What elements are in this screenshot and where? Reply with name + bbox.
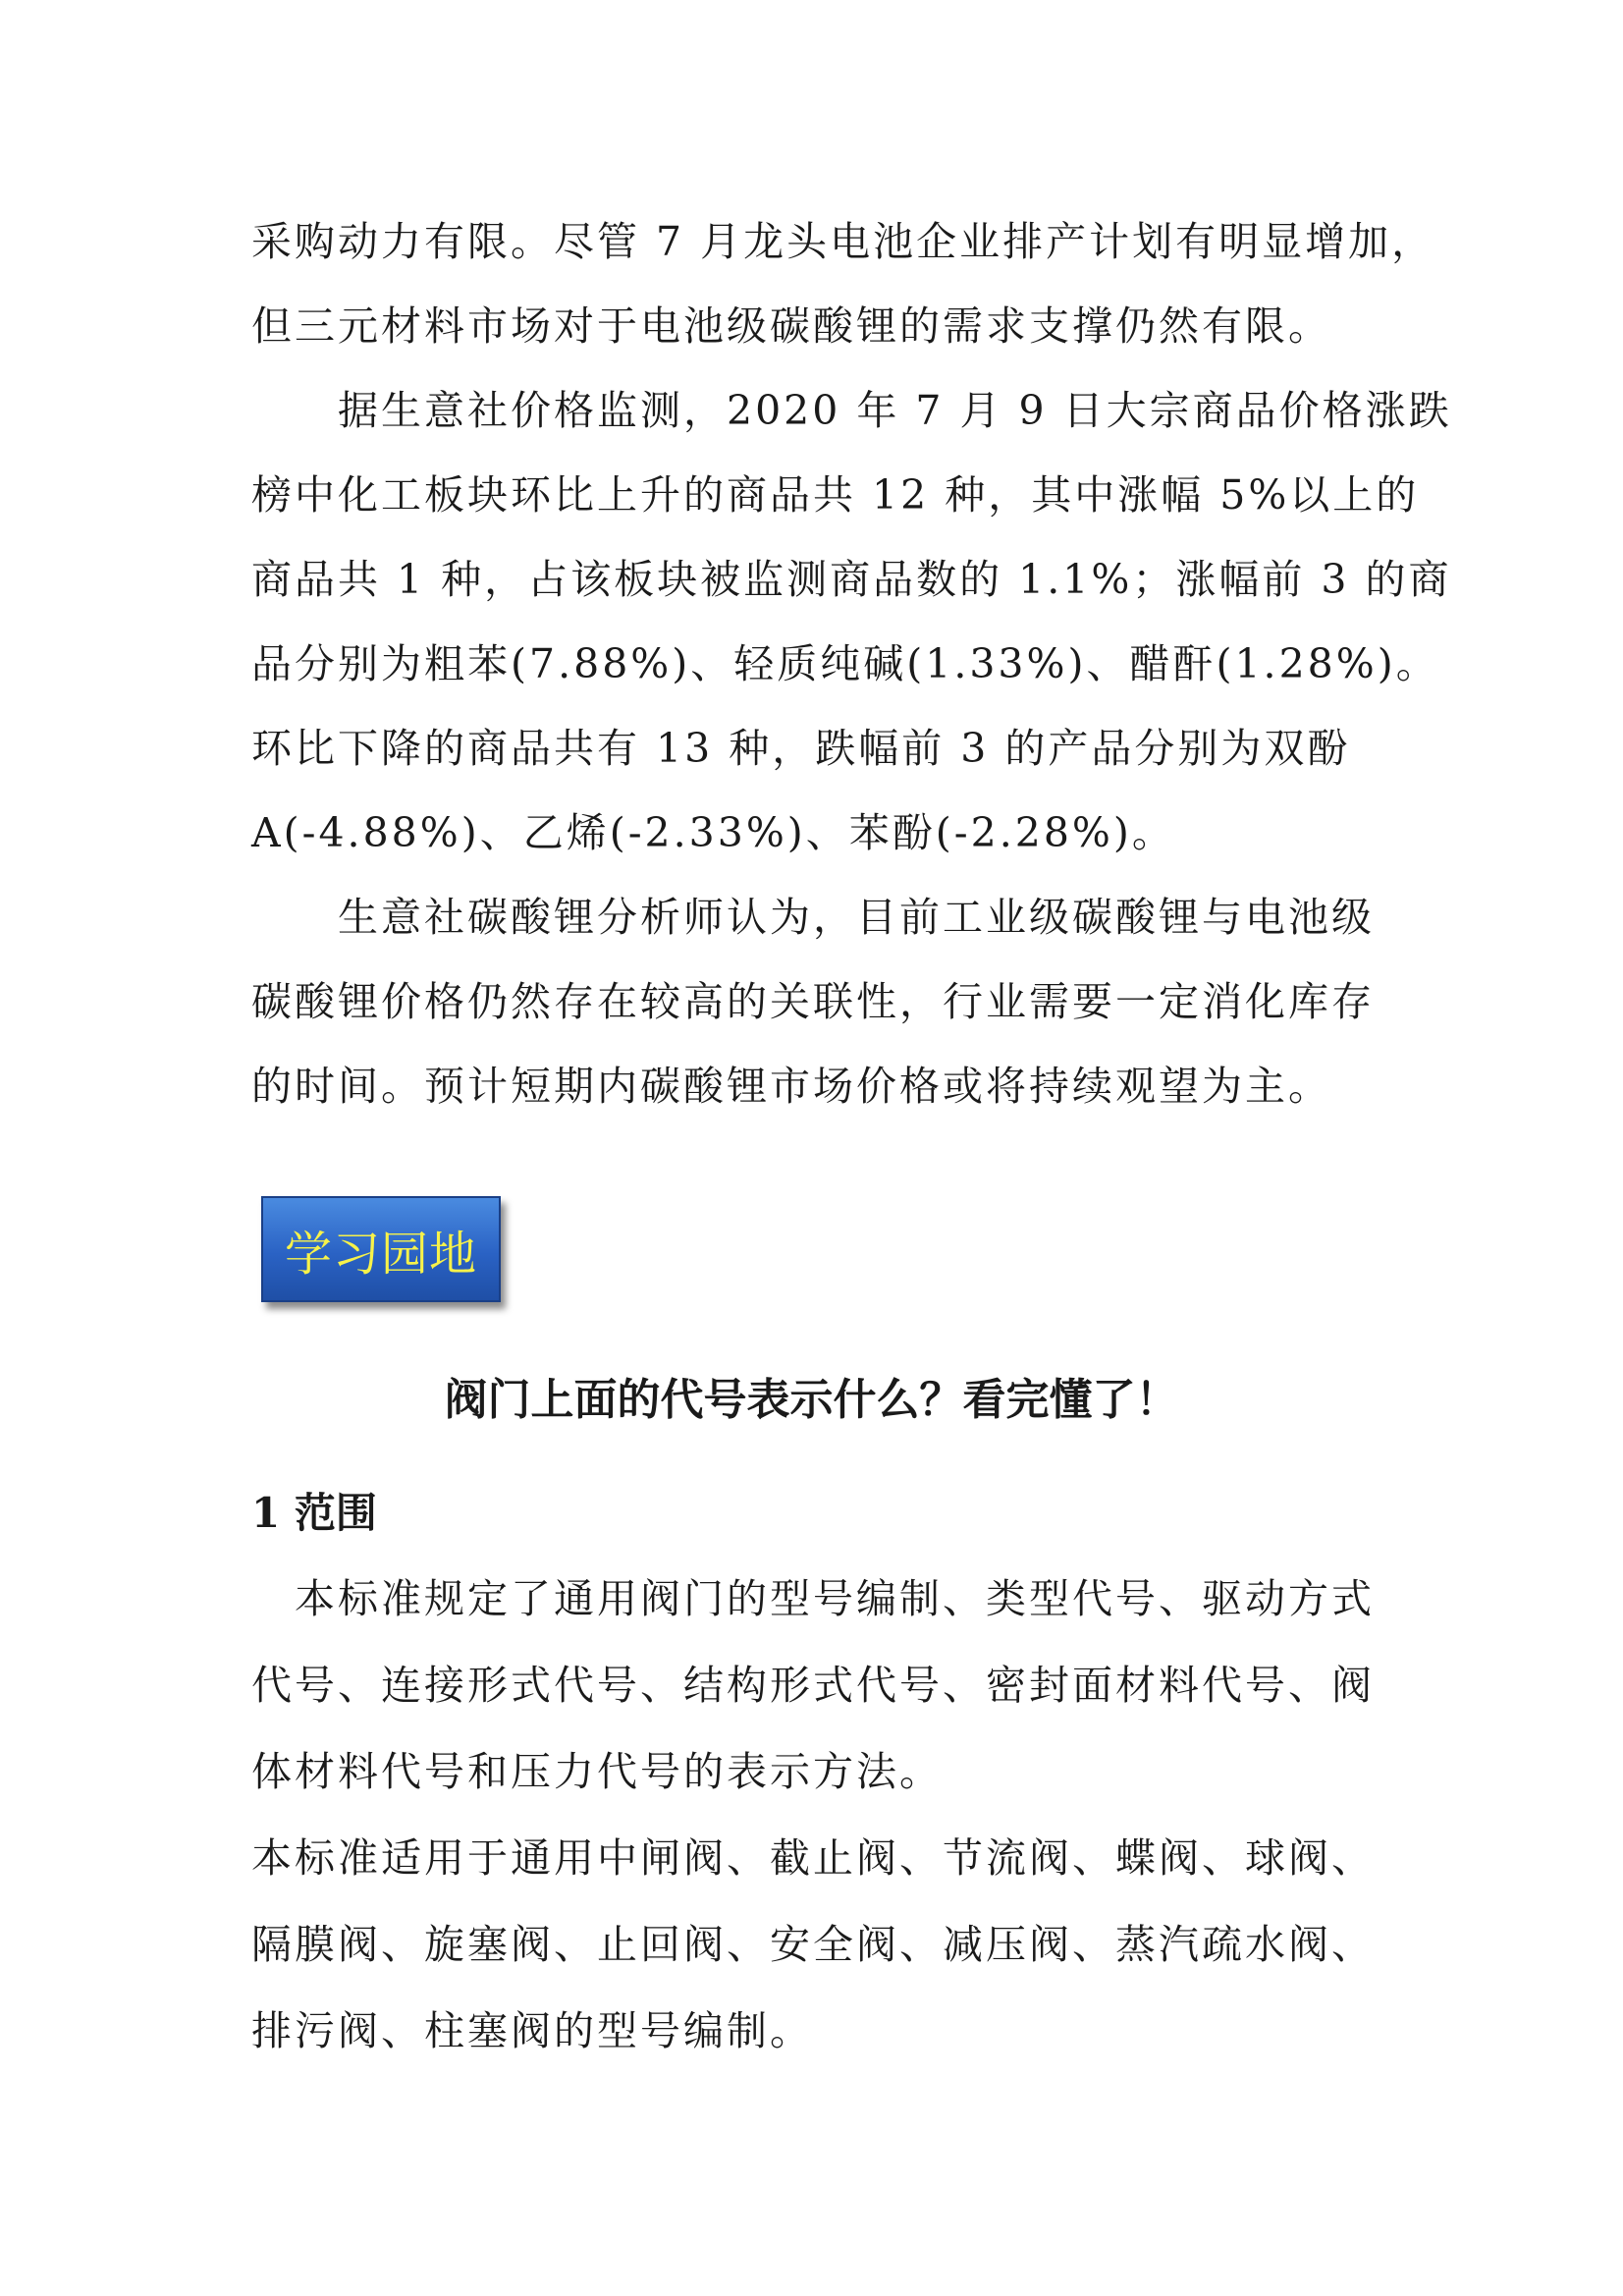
article-text-line: 体材料代号和压力代号的表示方法。	[251, 1748, 943, 1795]
body-text-line: 品分别为粗苯(7.88%)、轻质纯碱(1.33%)、醋酐(1.28%)。	[251, 640, 1439, 687]
article-text-line: 本标准适用于通用中闸阀、截止阀、节流阀、蝶阀、球阀、	[251, 1834, 1375, 1882]
section-title: 1 范围	[251, 1489, 377, 1537]
article-text-line: 代号、连接形式代号、结构形式代号、密封面材料代号、阀	[251, 1662, 1375, 1709]
body-text-line: 环比下降的商品共有 13 种，跌幅前 3 的产品分别为双酚	[251, 725, 1351, 772]
section-badge	[261, 1196, 501, 1302]
body-text-line: 碳酸锂价格仍然存在较高的关联性，行业需要一定消化库存	[251, 978, 1375, 1025]
article-text-line: 隔膜阀、旋塞阀、止回阀、安全阀、减压阀、蒸汽疏水阀、	[251, 1921, 1375, 1968]
body-text-line: 的时间。预计短期内碳酸锂市场价格或将持续观望为主。	[251, 1063, 1331, 1110]
body-text-line: 榜中化工板块环比上升的商品共 12 种，其中涨幅 5%以上的	[251, 471, 1420, 519]
body-text-line: A(-4.88%)、乙烯(-2.33%)、苯酚(-2.28%)。	[251, 809, 1175, 856]
article-text-line: 本标准规定了通用阀门的型号编制、类型代号、驱动方式	[251, 1575, 1375, 1622]
section-badge-label: 学习园地	[284, 1226, 477, 1282]
article-title: 阀门上面的代号表示什么？看完懂了！	[444, 1375, 1179, 1425]
body-text-line: 采购动力有限。尽管 7 月龙头电池企业排产计划有明显增加，	[251, 218, 1435, 265]
body-text-line: 生意社碳酸锂分析师认为，目前工业级碳酸锂与电池级	[251, 894, 1375, 941]
body-text-line: 商品共 1 种，占该板块被监测商品数的 1.1%；涨幅前 3 的商	[251, 556, 1452, 603]
body-text-line: 但三元材料市场对于电池级碳酸锂的需求支撑仍然有限。	[251, 302, 1331, 350]
body-text-line: 据生意社价格监测，2020 年 7 月 9 日大宗商品价格涨跌	[251, 387, 1452, 434]
article-text-line: 排污阀、柱塞阀的型号编制。	[251, 2007, 813, 2054]
